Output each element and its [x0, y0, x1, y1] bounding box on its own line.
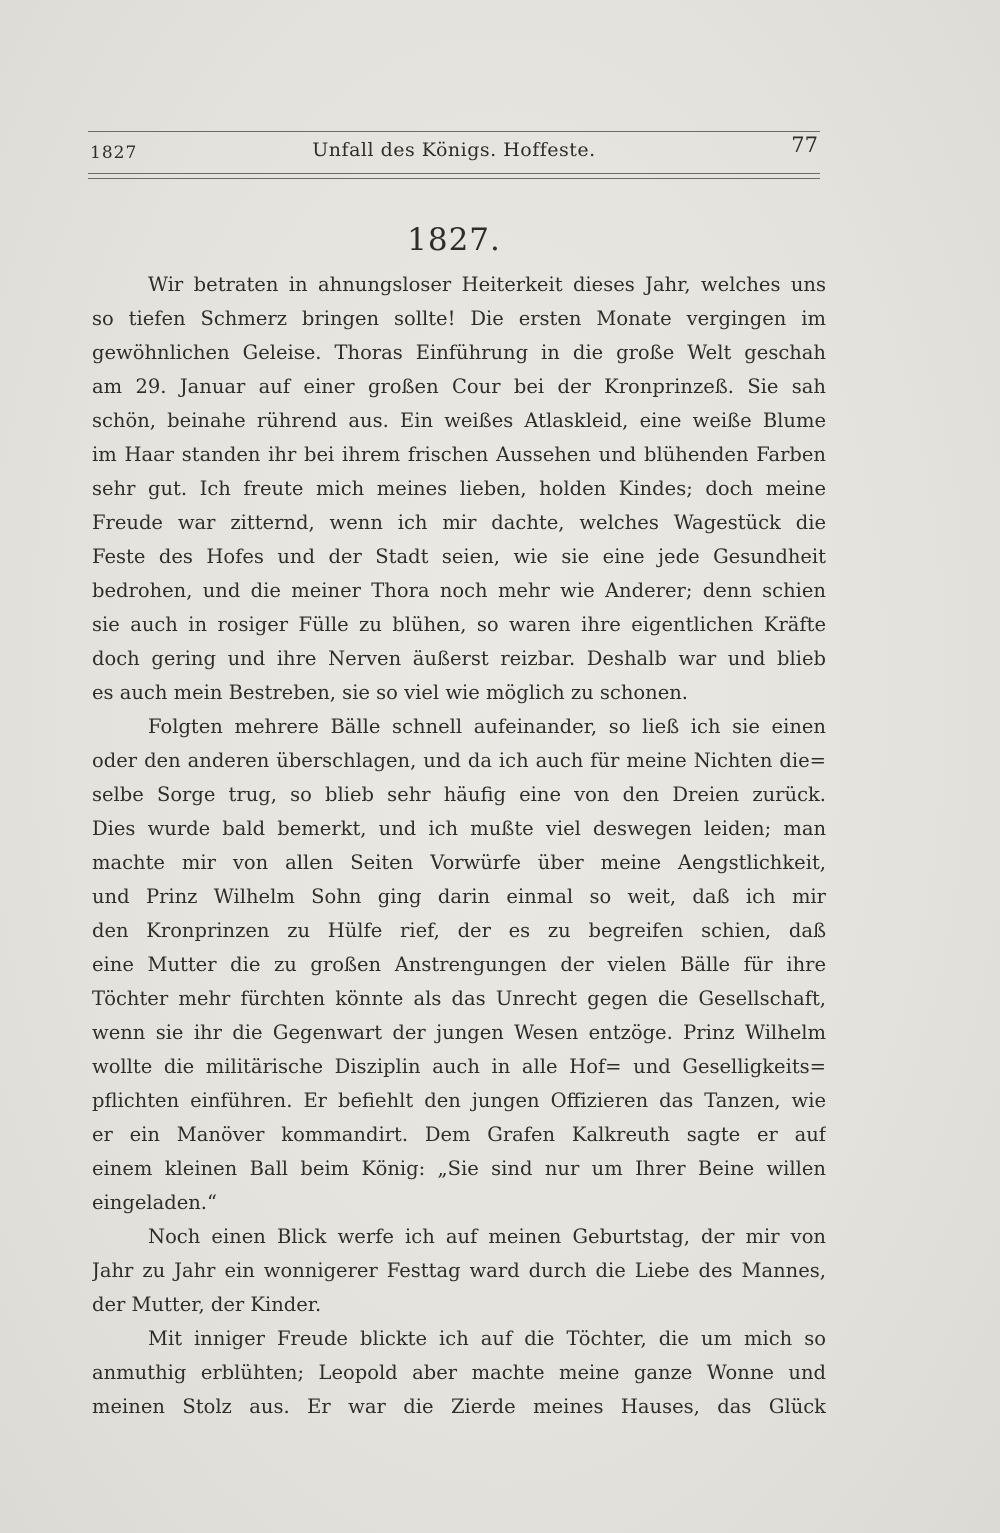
header-rule-top [88, 131, 820, 132]
text-line: Feste des Hofes und der Stadt seien, wie sie eine jede Gesundheit [92, 545, 826, 568]
chapter-title: 1827. [407, 222, 501, 258]
text-line: einem kleinen Ball beim König: „Sie sind nur um Ihrer Beine willen [92, 1157, 826, 1180]
text-line: am 29. Januar auf einer großen Cour bei der Kronprinzeß. Sie sah [92, 375, 826, 398]
text-line: bedrohen, und die meiner Thora noch mehr wie Anderer; denn schien [92, 579, 826, 602]
text-line: wenn sie ihr die Gegenwart der jungen Wesen entzöge. Prinz Wilhelm [92, 1021, 826, 1044]
text-line: und Prinz Wilhelm Sohn ging darin einmal so weit, daß ich mir [92, 885, 826, 908]
text-line: machte mir von allen Seiten Vorwürfe über meine Aengstlichkeit, [92, 851, 826, 874]
text-line: schön, beinahe rührend aus. Ein weißes Atlaskleid, eine weiße Blume [92, 409, 826, 432]
text-line: der Mutter, der Kinder. [92, 1293, 322, 1316]
text-line: anmuthig erblühten; Leopold aber machte meine ganze Wonne und [92, 1361, 826, 1384]
text-line: doch gering und ihre Nerven äußerst reizbar. Deshalb war und blieb [92, 647, 826, 670]
text-line: er ein Manöver kommandirt. Dem Grafen Kalkreuth sagte er auf [92, 1123, 826, 1146]
text-line: sie auch in rosiger Fülle zu blühen, so waren ihre eigentlichen Kräfte [92, 613, 826, 636]
page-number: 77 [791, 133, 818, 157]
body-text [92, 268, 826, 1424]
text-line: wollte die militärische Disziplin auch in alle Hof= und Geselligkeits= [92, 1055, 826, 1078]
text-line: oder den anderen überschlagen, und da ich auch für meine Nichten die= [92, 749, 826, 772]
text-line: eingeladen.“ [92, 1191, 217, 1214]
text-line: sehr gut. Ich freute mich meines lieben, holden Kindes; doch meine [92, 477, 826, 500]
paragraph [92, 1322, 826, 1424]
text-line: so tiefen Schmerz bringen sollte! Die ersten Monate vergingen im [92, 307, 826, 330]
text-line: im Haar standen ihr bei ihrem frischen Aussehen und blühenden Farben [92, 443, 826, 466]
text-line: Folgten mehrere Bälle schnell aufeinander, so ließ ich sie einen [148, 715, 826, 738]
text-line: Töchter mehr fürchten könnte als das Unrecht gegen die Gesellschaft, [92, 987, 826, 1010]
paragraph [92, 1220, 826, 1322]
running-title: Unfall des Königs. Hoffeste. [312, 139, 596, 161]
header-rule-bottom [88, 173, 820, 174]
text-line: meinen Stolz aus. Er war die Zierde meines Hauses, das Glück [92, 1395, 826, 1418]
paragraph [92, 710, 826, 1220]
text-line: Jahr zu Jahr ein wonnigerer Festtag ward durch die Liebe des Mannes, [92, 1259, 826, 1282]
running-header [88, 133, 820, 169]
text-line: Dies wurde bald bemerkt, und ich mußte viel deswegen leiden; man [92, 817, 826, 840]
header-year: 1827 [90, 143, 138, 163]
text-line: Wir betraten in ahnungsloser Heiterkeit dieses Jahr, welches uns [148, 273, 826, 296]
text-line: den Kronprinzen zu Hülfe rief, der es zu begreifen schien, daß [92, 919, 826, 942]
text-line: gewöhnlichen Geleise. Thoras Einführung in die große Welt geschah [92, 341, 826, 364]
text-line: es auch mein Bestreben, sie so viel wie möglich zu schonen. [92, 681, 688, 704]
header-rule-bottom-second [88, 178, 820, 179]
text-line: Freude war zitternd, wenn ich mir dachte, welches Wagestück die [92, 511, 826, 534]
paragraph [92, 268, 826, 710]
text-line: Noch einen Blick werfe ich auf meinen Geburtstag, der mir von [148, 1225, 826, 1248]
text-line: selbe Sorge trug, so blieb sehr häufig eine von den Dreien zurück. [92, 783, 826, 806]
text-line: eine Mutter die zu großen Anstrengungen der vielen Bälle für ihre [92, 953, 826, 976]
text-line: Mit inniger Freude blickte ich auf die Töchter, die um mich so [148, 1327, 826, 1350]
text-line: pflichten einführen. Er befiehlt den jungen Offizieren das Tanzen, wie [92, 1089, 826, 1112]
